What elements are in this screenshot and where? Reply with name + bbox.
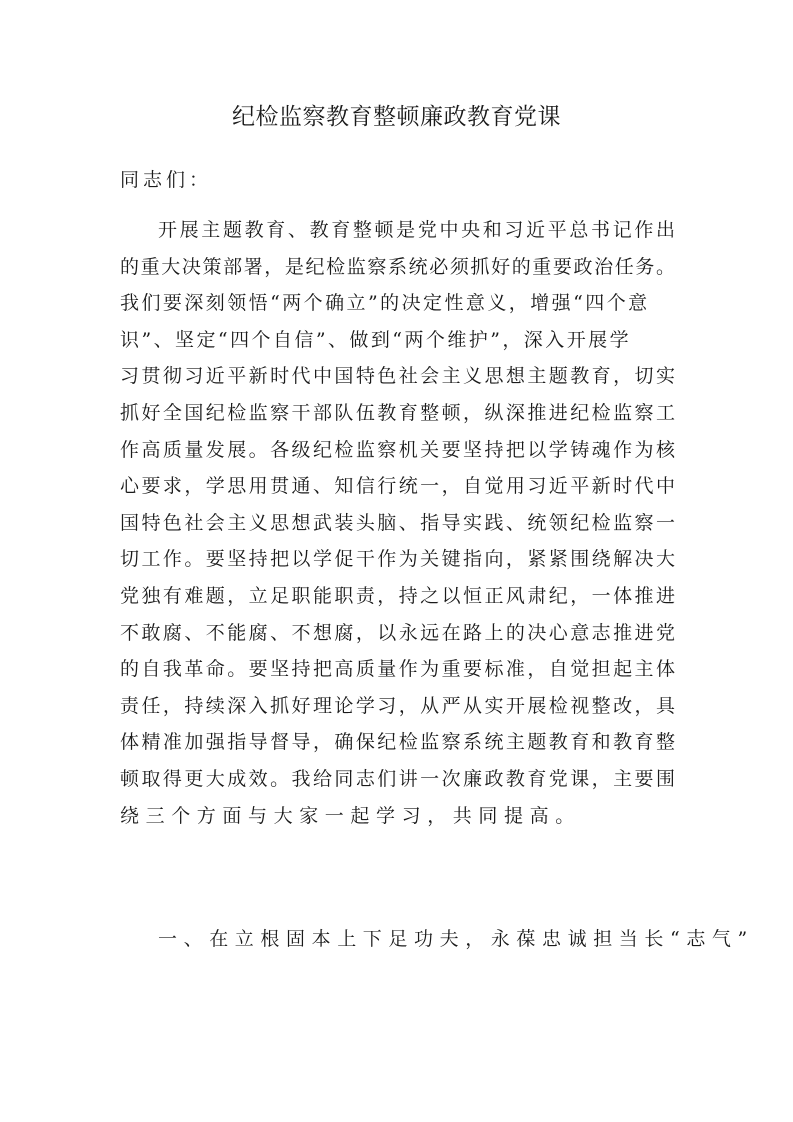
section-heading: 一、在立根固本上下足功夫，永葆忠诚担当长“志气” [158, 928, 754, 950]
paragraph-line: 切工作。要坚持把以学促干作为关键指向，紧紧围绕解决大 [120, 548, 678, 571]
paragraph-line: 责任，持续深入抓好理论学习，从严从实开展检视整改，具 [120, 694, 678, 717]
paragraph-line: 习贯彻习近平新时代中国特色社会主义思想主题教育，切实 [120, 365, 678, 388]
paragraph-line: 的重大决策部署，是纪检监察系统必须抓好的重要政治任务。 [120, 255, 677, 278]
paragraph-line: 绕三个方面与大家一起学习，共同提高。 [120, 804, 581, 827]
paragraph-line: 识”、坚定“四个自信”、做到“两个维护”，深入开展学 [120, 328, 632, 351]
salutation: 同志们： [120, 169, 213, 191]
paragraph-line: 我们要深刻领悟“两个确立”的决定性意义，增强“四个意 [120, 292, 650, 315]
paragraph-line: 党独有难题，立足职能职责，持之以恒正风肃纪，一体推进 [120, 585, 678, 607]
paragraph-line: 的自我革命。要坚持把高质量作为重要标准，自觉担起主体 [120, 658, 678, 681]
paragraph-line: 开展主题教育、教育整顿是党中央和习近平总书记作出 [158, 219, 678, 241]
paragraph-line: 体精准加强指导督导，确保纪检监察系统主题教育和教育整 [120, 731, 678, 754]
paragraph-line: 心要求，学思用贯通、知信行统一，自觉用习近平新时代中 [120, 475, 678, 498]
paragraph-line: 不敢腐、不能腐、不想腐，以永远在路上的决心意志推进党 [120, 621, 678, 644]
paragraph-line: 作高质量发展。各级纪检监察机关要坚持把以学铸魂作为核 [120, 438, 678, 461]
paragraph-line: 国特色社会主义思想武装头脑、指导实践、统领纪检监察一 [120, 511, 678, 534]
paragraph-line: 抓好全国纪检监察干部队伍教育整顿，纵深推进纪检监察工 [120, 402, 678, 424]
paragraph-line: 顿取得更大成效。我给同志们讲一次廉政教育党课，主要围 [120, 768, 678, 790]
document-title: 纪检监察教育整顿廉政教育党课 [232, 104, 561, 130]
